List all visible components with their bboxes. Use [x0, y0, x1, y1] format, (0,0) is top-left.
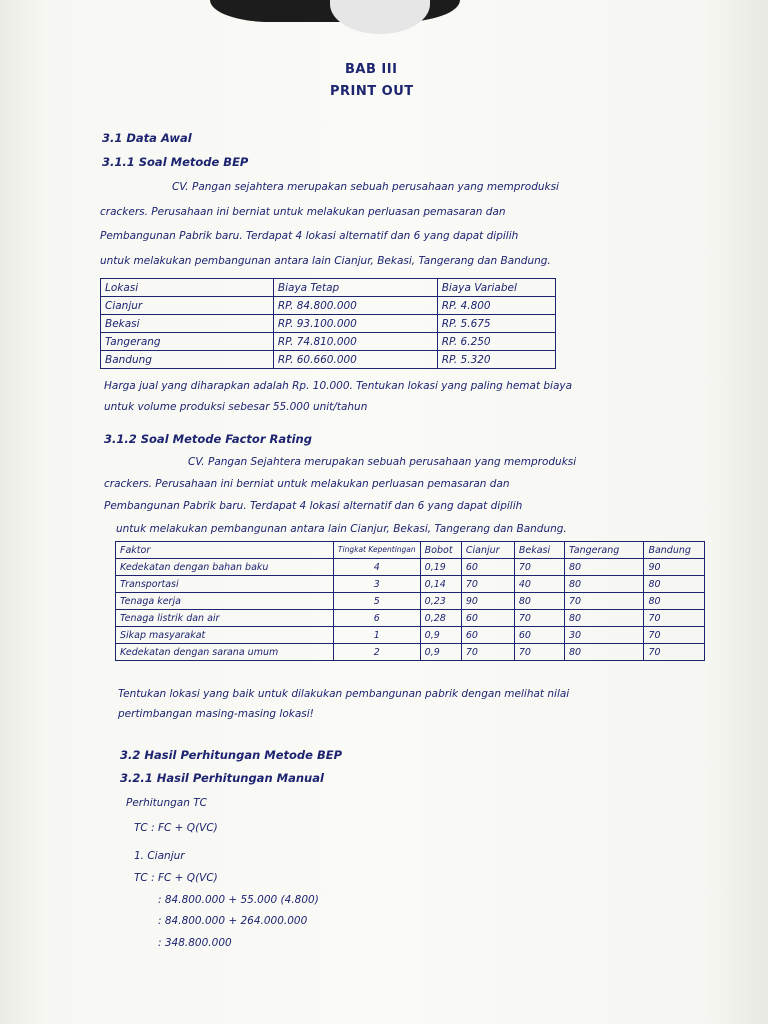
section-3-1-2: 3.1.2 Soal Metode Factor Rating	[104, 432, 312, 446]
bep-cell: RP. 84.800.000	[273, 297, 437, 315]
fr-table-header	[116, 542, 705, 559]
fr-cell: Kedekatan dengan bahan baku	[116, 559, 334, 576]
fr-cell: 0,23	[420, 593, 461, 610]
fr-cell: 70	[514, 644, 564, 661]
table-row	[101, 333, 556, 351]
fr-cell: 3	[333, 576, 420, 593]
fr-cell: 60	[461, 610, 514, 627]
calc-step-1: : 84.800.000 + 55.000 (4.800)	[158, 894, 319, 906]
fr-cell: 70	[514, 610, 564, 627]
table-row	[116, 627, 705, 644]
table-row	[101, 351, 556, 369]
fr-cell: Kedekatan dengan sarana umum	[116, 644, 334, 661]
calc-item-cianjur: 1. Cianjur	[134, 850, 185, 862]
calc-step-2: : 84.800.000 + 264.000.000	[158, 915, 308, 927]
bep-header-biaya-variabel: Biaya Variabel	[437, 279, 555, 297]
fr-paragraph-line-2: crackers. Perusahaan ini berniat untuk melakukan perluasan pemasaran dan	[104, 478, 510, 490]
fr-header-tingkat: Tingkat Kepentingan	[333, 542, 420, 559]
fr-cell: 70	[644, 627, 705, 644]
fr-paragraph-line-4: untuk melakukan pembangunan antara lain Cianjur, Bekasi, Tangerang dan Bandung.	[116, 523, 567, 535]
section-3-1-1: 3.1.1 Soal Metode BEP	[102, 155, 249, 169]
bep-paragraph-line-1: CV. Pangan sejahtera merupakan sebuah perusahaan yang memproduksi	[172, 181, 559, 193]
fr-cell: Tenaga listrik dan air	[116, 610, 334, 627]
perhitungan-tc-label: Perhitungan TC	[126, 797, 207, 809]
fr-cell: 70	[461, 576, 514, 593]
fr-header-tangerang: Tangerang	[564, 542, 644, 559]
fr-cell: 60	[514, 627, 564, 644]
fr-cell: 80	[564, 610, 644, 627]
fr-cell: 80	[514, 593, 564, 610]
bep-table	[100, 278, 556, 369]
fr-cell: 0,9	[420, 627, 461, 644]
fr-cell: 60	[461, 627, 514, 644]
fr-cell: 0,19	[420, 559, 461, 576]
table-row	[101, 297, 556, 315]
fr-cell: 80	[644, 576, 705, 593]
fr-cell: 70	[514, 559, 564, 576]
fr-cell: 2	[333, 644, 420, 661]
chapter-title: BAB III	[345, 62, 398, 77]
fr-header-bekasi: Bekasi	[514, 542, 564, 559]
bep-cell: RP. 6.250	[437, 333, 555, 351]
fr-cell: Sikap masyarakat	[116, 627, 334, 644]
bep-paragraph-line-3: Pembangunan Pabrik baru. Terdapat 4 lokasi alternatif dan 6 yang dapat dipilih	[100, 230, 519, 242]
calc-tc-line: TC : FC + Q(VC)	[134, 872, 218, 884]
fr-cell: 30	[564, 627, 644, 644]
section-3-1: 3.1 Data Awal	[102, 131, 192, 145]
fr-cell: 4	[333, 559, 420, 576]
bep-cell: Cianjur	[101, 297, 274, 315]
table-row	[101, 315, 556, 333]
fr-cell: 90	[461, 593, 514, 610]
bep-cell: RP. 93.100.000	[273, 315, 437, 333]
fr-cell: 70	[644, 610, 705, 627]
fr-cell: Transportasi	[116, 576, 334, 593]
fr-cell: 0,9	[420, 644, 461, 661]
chapter-subtitle: PRINT OUT	[330, 84, 414, 99]
tc-formula: TC : FC + Q(VC)	[134, 822, 218, 834]
fr-cell: 0,14	[420, 576, 461, 593]
fr-question-line-2: pertimbangan masing-masing lokasi!	[118, 708, 314, 720]
table-row	[116, 576, 705, 593]
fr-cell: 6	[333, 610, 420, 627]
bep-cell: RP. 60.660.000	[273, 351, 437, 369]
fr-cell: 80	[564, 644, 644, 661]
bep-cell: Tangerang	[101, 333, 274, 351]
fr-header-bobot: Bobot	[420, 542, 461, 559]
bep-cell: RP. 5.320	[437, 351, 555, 369]
fr-header-faktor: Faktor	[116, 542, 334, 559]
fr-paragraph-line-1: CV. Pangan Sejahtera merupakan sebuah perusahaan yang memproduksi	[188, 456, 577, 468]
bep-paragraph-line-2: crackers. Perusahaan ini berniat untuk melakukan perluasan pemasaran dan	[100, 206, 506, 218]
section-3-2-1: 3.2.1 Hasil Perhitungan Manual	[120, 771, 324, 785]
table-row	[116, 593, 705, 610]
bep-paragraph-line-4: untuk melakukan pembangunan antara lain Cianjur, Bekasi, Tangerang dan Bandung.	[100, 255, 551, 267]
bep-cell: RP. 74.810.000	[273, 333, 437, 351]
fr-paragraph-line-3: Pembangunan Pabrik baru. Terdapat 4 lokasi alternatif dan 6 yang dapat dipilih	[104, 500, 523, 512]
bep-header-lokasi: Lokasi	[101, 279, 274, 297]
fr-cell: 70	[461, 644, 514, 661]
fr-header-bandung: Bandung	[644, 542, 705, 559]
bep-question-line-1: Harga jual yang diharapkan adalah Rp. 10.000. Tentukan lokasi yang paling hemat biaya	[104, 380, 573, 392]
fr-cell: 5	[333, 593, 420, 610]
bep-cell: RP. 4.800	[437, 297, 555, 315]
section-3-2: 3.2 Hasil Perhitungan Metode BEP	[120, 748, 342, 762]
fr-cell: 1	[333, 627, 420, 644]
calc-step-3: : 348.800.000	[158, 937, 232, 949]
bep-cell: RP. 5.675	[437, 315, 555, 333]
fr-cell: 90	[644, 559, 705, 576]
bep-table-header	[101, 279, 556, 297]
fr-cell: 40	[514, 576, 564, 593]
table-row	[116, 559, 705, 576]
bep-header-biaya-tetap: Biaya Tetap	[273, 279, 437, 297]
bep-cell: Bekasi	[101, 315, 274, 333]
bep-cell: Bandung	[101, 351, 274, 369]
fr-cell: 70	[564, 593, 644, 610]
fr-cell: 80	[564, 576, 644, 593]
bep-question-line-2: untuk volume produksi sebesar 55.000 unit/tahun	[104, 401, 368, 413]
table-row	[116, 610, 705, 627]
fr-cell: 60	[461, 559, 514, 576]
fr-question-line-1: Tentukan lokasi yang baik untuk dilakukan pembangunan pabrik dengan melihat nilai	[118, 688, 570, 700]
fr-cell: 80	[644, 593, 705, 610]
fr-cell: 80	[564, 559, 644, 576]
fr-cell: 0,28	[420, 610, 461, 627]
table-row	[116, 644, 705, 661]
fr-header-cianjur: Cianjur	[461, 542, 514, 559]
fr-cell: Tenaga kerja	[116, 593, 334, 610]
factor-rating-table	[115, 541, 705, 661]
fr-cell: 70	[644, 644, 705, 661]
